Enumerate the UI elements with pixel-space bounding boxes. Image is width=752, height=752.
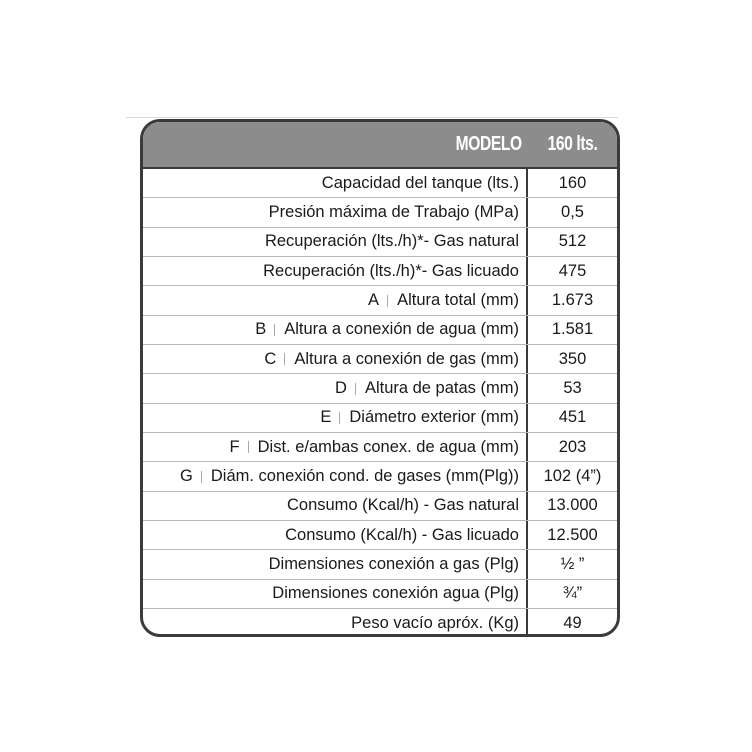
dimension-letter: A: [368, 291, 380, 310]
row-label-cell: [143, 345, 528, 373]
row-value: 102 (4”): [543, 467, 602, 486]
row-label-cell: [143, 228, 528, 256]
row-value: ½ ”: [560, 555, 585, 574]
table-row: [143, 462, 617, 491]
row-value: 49: [563, 614, 582, 633]
table-row: [143, 316, 617, 345]
row-value: 53: [563, 379, 582, 398]
dimension-letter: C: [264, 349, 277, 368]
row-value: 350: [558, 349, 587, 368]
row-label-cell: [143, 521, 528, 549]
row-label-cell: [143, 492, 528, 520]
row-label-text: Dimensiones conexión a gas (Plg): [268, 555, 519, 574]
table-row: [143, 228, 617, 257]
row-label-cell: [143, 169, 528, 197]
row-label-text: Altura de patas (mm): [364, 379, 519, 398]
row-label-text: Dimensiones conexión agua (Plg): [272, 584, 519, 603]
letter-separator: [387, 295, 388, 307]
letter-separator: [201, 471, 202, 483]
letter-separator: [248, 441, 249, 453]
row-label-cell: [143, 433, 528, 461]
row-value: 13.000: [547, 496, 598, 515]
table-row: [143, 198, 617, 227]
table-row: [143, 404, 617, 433]
dimension-letter: G: [180, 467, 193, 486]
letter-separator: [274, 324, 275, 336]
dimension-letter: D: [335, 379, 347, 398]
dimension-letter: E: [320, 408, 332, 427]
table-row: [143, 550, 617, 579]
row-label-text: Recuperación (lts./h)*- Gas licuado: [263, 261, 519, 280]
dimension-letter: F: [229, 437, 240, 456]
row-label-text: Diám. conexión cond. de gases (mm(Plg)): [210, 467, 519, 486]
table-row: [143, 345, 617, 374]
row-label-text: Altura total (mm): [397, 291, 519, 310]
row-label-cell: [143, 404, 528, 432]
row-label-cell: [143, 286, 528, 314]
letter-separator: [284, 353, 285, 365]
table-row: [143, 521, 617, 550]
row-value: ¾”: [562, 584, 583, 603]
row-label-cell: [143, 198, 528, 226]
row-label-text: Altura a conexión de gas (mm): [294, 349, 519, 368]
row-value: 1.581: [551, 320, 594, 339]
table-row: [143, 580, 617, 609]
header-label: MODELO: [455, 133, 522, 155]
letter-separator: [339, 412, 340, 424]
row-value: 12.500: [547, 525, 598, 544]
row-value: 0,5: [561, 203, 584, 222]
row-value: 512: [558, 232, 587, 251]
table-row: [143, 374, 617, 403]
row-value: 475: [558, 261, 587, 280]
row-label-cell: [143, 580, 528, 608]
dimension-letter: B: [255, 320, 267, 339]
row-label-cell: [143, 257, 528, 285]
row-label-text: Presión máxima de Trabajo (MPa): [268, 203, 519, 222]
row-label-text: Consumo (Kcal/h) - Gas natural: [286, 496, 519, 515]
row-label-text: Peso vacío apróx. (Kg): [351, 614, 519, 633]
row-value: 1.673: [551, 291, 594, 310]
header-model: 160 lts.: [547, 133, 598, 155]
letter-separator: [355, 383, 356, 395]
table-row: [143, 492, 617, 521]
table-row: [143, 169, 617, 198]
table-row: [143, 257, 617, 286]
table-row: [143, 609, 617, 637]
top-divider-line: [126, 117, 618, 118]
row-label-text: Consumo (Kcal/h) - Gas licuado: [285, 525, 519, 544]
row-value: 160: [558, 173, 587, 192]
table-row: [143, 286, 617, 315]
row-label-text: Capacidad del tanque (lts.): [321, 173, 519, 192]
row-label-cell: [143, 316, 528, 344]
row-label-text: Altura a conexión de agua (mm): [284, 320, 519, 339]
row-value: 203: [558, 437, 587, 456]
specifications-table: [140, 119, 620, 637]
table-body: [143, 169, 617, 637]
row-value: 451: [558, 408, 587, 427]
row-label-text: Recuperación (lts./h)*- Gas natural: [264, 232, 519, 251]
table-header: [143, 122, 617, 169]
row-label-cell: [143, 462, 528, 490]
table-row: [143, 433, 617, 462]
row-label-text: Diámetro exterior (mm): [349, 408, 519, 427]
row-label-cell: [143, 374, 528, 402]
row-label-cell: [143, 609, 528, 637]
row-label-text: Dist. e/ambas conex. de agua (mm): [257, 437, 519, 456]
row-label-cell: [143, 550, 528, 578]
